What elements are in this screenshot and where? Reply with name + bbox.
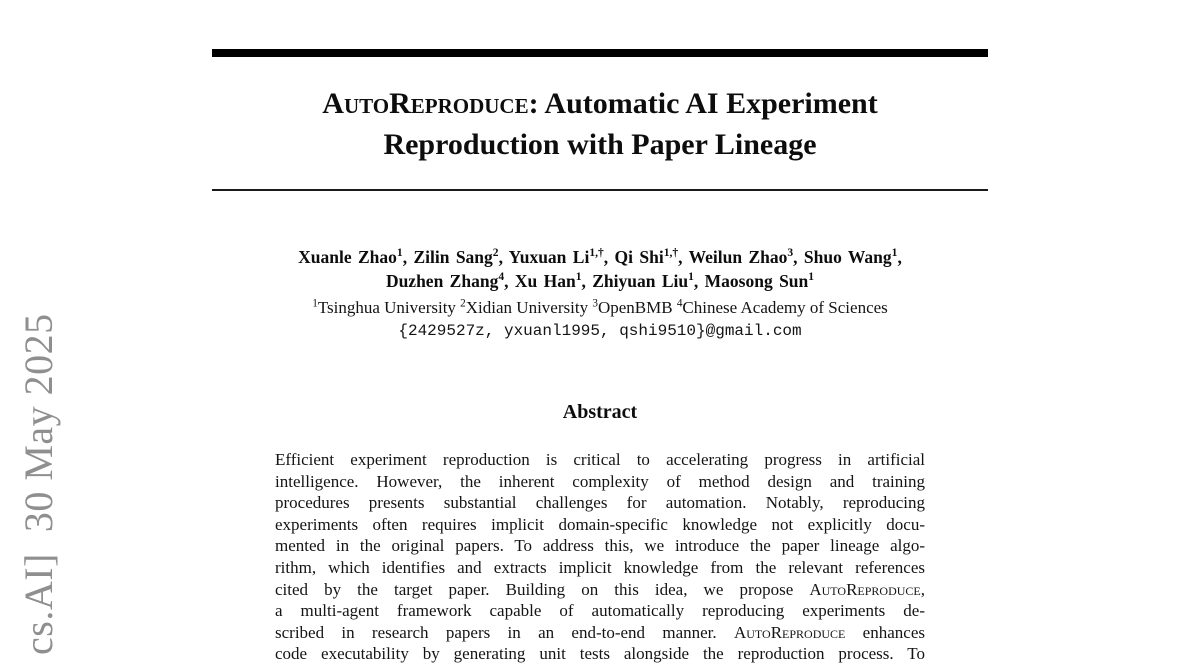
title-rule-thin [212, 189, 988, 191]
author-line-1: Xuanle Zhao$^1$, Zilin Sang$^2$, Yuxuan $Li^{1,\dagger}$, Qi Shi$^{1,\dagger}$, Weilun Zhao$^3$, Shuo Wang$^1$, [298, 247, 902, 267]
abstract-heading: Abstract [562, 401, 638, 423]
abstract-line: intelligence. However, the inherent complexity of method design and training [275, 471, 925, 491]
abstract-line: a multi-agent framework capable of automatically reproducing experiments de- [275, 601, 925, 621]
abstract-line: procedures presents substantial challenges for automation. Notably, reproducing [275, 493, 925, 513]
abstract-line: Efficient experiment reproduction is critical to accelerating progress in artificial [275, 450, 925, 469]
paper-title [162, 83, 1038, 165]
arxiv-sidebar-stamp: cs.AI] 30 May 2025 [16, 313, 61, 655]
abstract-line: mented in the original papers. To address this, we introduce the paper lineage algo- [275, 536, 925, 556]
author-list [130, 245, 1070, 293]
abstract-line: cited by the target paper. Building on this idea, we propose AutoReproduce, [275, 579, 925, 599]
abstract-line: rithm, which identifies and extracts implicit knowledge from the relevant references [275, 557, 925, 577]
abstract-text [275, 449, 925, 665]
paper-title-line1: AutoReproduce: Automatic AI Experiment [322, 87, 878, 120]
abstract-line: code executability by generating unit tests alongside the reproduction process. To [275, 644, 925, 664]
title-rule-thick [212, 49, 988, 57]
affiliations: $^1$Tsinghua University $^2$Xidian University $^3$OpenBMB $^4$Chinese Academy of Sciences [312, 297, 888, 317]
paper-title-line2: Reproduction with Paper Lineage [383, 128, 817, 161]
contact-email: {2429527z, yxuanl1995, qshi9510}@gmail.com [398, 322, 802, 340]
abstract-line: experiments often requires implicit domain-specific knowledge not explicitly docu- [275, 514, 925, 534]
abstract-line: scribed in research papers in an end-to-end manner. AutoReproduce enhances [275, 622, 925, 642]
author-line-2: Duzhen Zhang$^4$, Xu Han$^1$, Zhiyuan Liu$^1$, Maosong Sun$^1$ [385, 271, 815, 291]
